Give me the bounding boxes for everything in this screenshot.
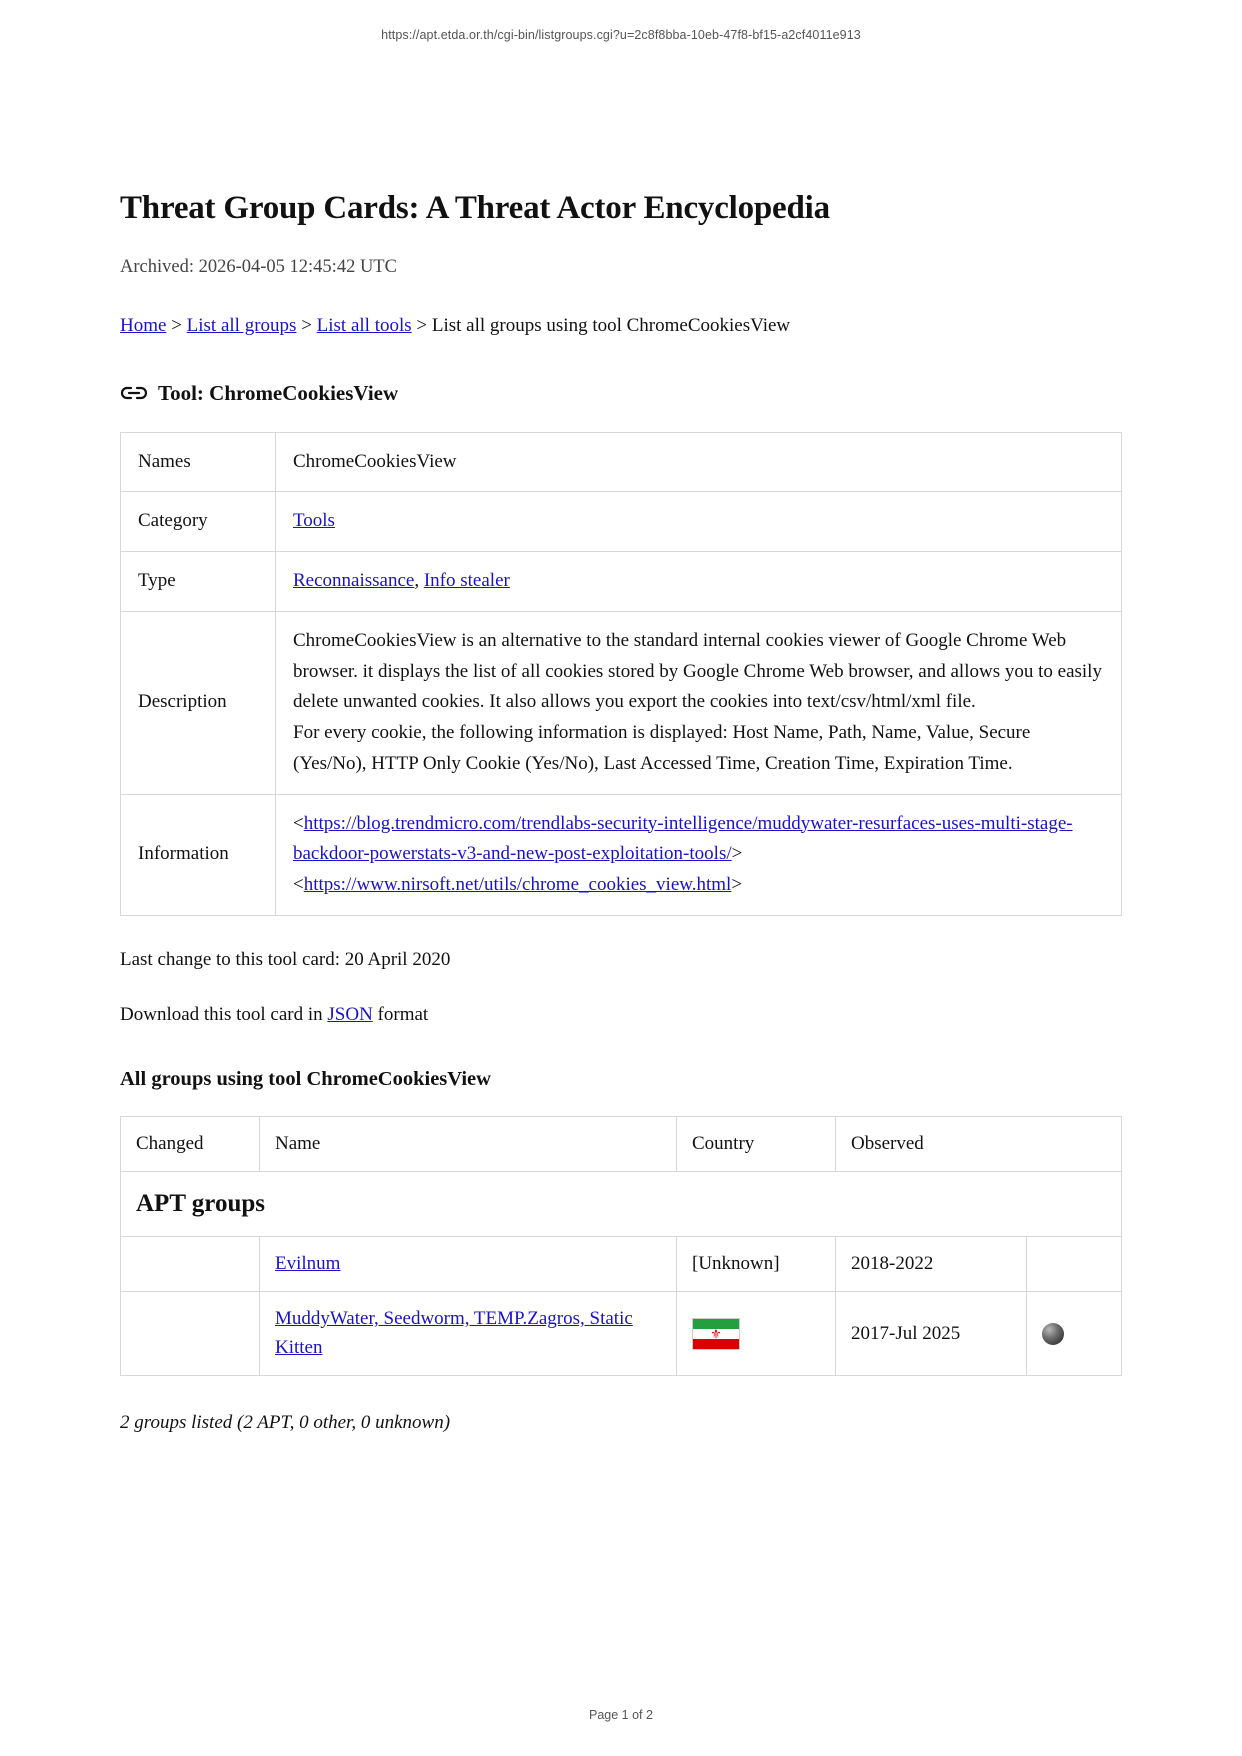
type-separator: , bbox=[414, 570, 424, 592]
cell-country bbox=[677, 1292, 836, 1376]
link-tools[interactable]: Tools bbox=[293, 510, 335, 532]
cell-name bbox=[260, 1236, 677, 1292]
page-url: https://apt.etda.or.th/cgi-bin/listgroups.cgi?u=2c8f8bba-10eb-47f8-bf15-a2cf4011e913 bbox=[381, 28, 861, 42]
download-prefix: Download this tool card in bbox=[120, 1003, 328, 1025]
link-icon bbox=[120, 382, 148, 404]
link-group-muddywater[interactable]: MuddyWater, Seedworm, TEMP.Zagros, Static Kitten bbox=[275, 1308, 633, 1358]
angle-open: < bbox=[293, 874, 304, 896]
group-band-label: APT groups bbox=[136, 1190, 265, 1218]
table-row bbox=[121, 1292, 1122, 1376]
tool-heading-label: Tool: ChromeCookiesView bbox=[158, 380, 399, 405]
cell-observed: 2018-2022 bbox=[836, 1236, 1027, 1292]
row-value-information bbox=[276, 794, 1122, 915]
archived-timestamp: Archived: 2026-04-05 12:45:42 UTC bbox=[120, 257, 397, 277]
cell-name bbox=[260, 1292, 677, 1376]
breadcrumb-separator: > bbox=[296, 315, 317, 336]
table-row bbox=[121, 552, 1122, 612]
document-content bbox=[0, 190, 1242, 1434]
row-label-description: Description bbox=[121, 611, 276, 794]
sphere-icon bbox=[1042, 1323, 1064, 1345]
link-trendmicro-article[interactable]: https://blog.trendmicro.com/trendlabs-security-intelligence/muddywater-resurfaces-uses-multi-stage-backdoor-powerstats-v3-and-new-post-exploitation-tools/ bbox=[293, 812, 1073, 865]
link-info-stealer[interactable]: Info stealer bbox=[423, 570, 510, 592]
iran-flag-icon: ⚜ bbox=[692, 1318, 740, 1350]
tool-heading bbox=[120, 381, 1122, 406]
last-change-note: Last change to this tool card: 20 April 2020 bbox=[120, 948, 451, 970]
page-footer: Page 1 of 2 bbox=[589, 1708, 653, 1722]
angle-close: > bbox=[731, 874, 743, 896]
groups-table bbox=[120, 1116, 1122, 1377]
row-value-names: ChromeCookiesView bbox=[276, 432, 1122, 492]
row-label-category: Category bbox=[121, 492, 276, 552]
cell-extra bbox=[1027, 1292, 1122, 1376]
page-title: Threat Group Cards: A Threat Actor Encyclopedia bbox=[120, 190, 830, 226]
cell-changed bbox=[121, 1236, 260, 1292]
breadcrumb-current: List all groups using tool ChromeCookiesView bbox=[431, 315, 791, 336]
column-header-country: Country bbox=[677, 1116, 836, 1172]
column-header-observed: Observed bbox=[836, 1116, 1122, 1172]
description-paragraph-1: ChromeCookiesView is an alternative to the standard internal cookies viewer of Google Chrome Web browser. it displays the list of all cookies stored by Google Chrome Web browser, and allows you to easily delete unwanted cookies. It also allows you export the cookies into text/csv/html/xml file. bbox=[293, 629, 1102, 713]
row-value-category bbox=[276, 492, 1122, 552]
download-suffix: format bbox=[372, 1003, 429, 1025]
row-label-names: Names bbox=[121, 432, 276, 492]
row-value-description bbox=[276, 611, 1122, 794]
link-nirsoft-utility[interactable]: https://www.nirsoft.net/utils/chrome_cookies_view.html bbox=[303, 874, 732, 896]
angle-close: > bbox=[731, 843, 743, 865]
description-paragraph-2: For every cookie, the following information is displayed: Host Name, Path, Name, Value, Secure (Yes/No), HTTP Only Cookie (Yes/No), Last Accessed Time, Creation Time, Expiration Time. bbox=[293, 722, 1031, 774]
breadcrumb-separator: > bbox=[166, 315, 187, 336]
breadcrumb-link-list-all-tools[interactable]: List all tools bbox=[316, 315, 412, 336]
table-row bbox=[121, 492, 1122, 552]
link-json-download[interactable]: JSON bbox=[327, 1003, 373, 1025]
breadcrumb-link-list-all-groups[interactable]: List all groups bbox=[186, 315, 297, 336]
table-header-row bbox=[121, 1116, 1122, 1172]
groups-summary: 2 groups listed (2 APT, 0 other, 0 unknown) bbox=[120, 1412, 451, 1434]
column-header-name: Name bbox=[260, 1116, 677, 1172]
table-band-row bbox=[121, 1172, 1122, 1237]
groups-section-title: All groups using tool ChromeCookiesView bbox=[120, 1067, 491, 1090]
row-value-type bbox=[276, 552, 1122, 612]
table-row bbox=[121, 794, 1122, 915]
column-header-changed: Changed bbox=[121, 1116, 260, 1172]
link-reconnaissance[interactable]: Reconnaissance bbox=[293, 570, 415, 592]
tool-info-table bbox=[120, 432, 1122, 916]
group-band-apt bbox=[121, 1172, 1122, 1237]
cell-changed bbox=[121, 1292, 260, 1376]
angle-open: < bbox=[293, 812, 304, 834]
row-label-information: Information bbox=[121, 794, 276, 915]
breadcrumb-link-home[interactable]: Home bbox=[120, 315, 167, 336]
cell-country: [Unknown] bbox=[677, 1236, 836, 1292]
table-row bbox=[121, 611, 1122, 794]
download-note bbox=[120, 1004, 1122, 1026]
link-group-evilnum[interactable]: Evilnum bbox=[275, 1252, 341, 1274]
row-label-type: Type bbox=[121, 552, 276, 612]
table-row bbox=[121, 432, 1122, 492]
breadcrumb-separator: > bbox=[411, 315, 432, 336]
cell-extra bbox=[1027, 1236, 1122, 1292]
breadcrumb bbox=[120, 312, 1122, 341]
cell-observed: 2017-Jul 2025 bbox=[836, 1292, 1027, 1376]
table-row bbox=[121, 1236, 1122, 1292]
